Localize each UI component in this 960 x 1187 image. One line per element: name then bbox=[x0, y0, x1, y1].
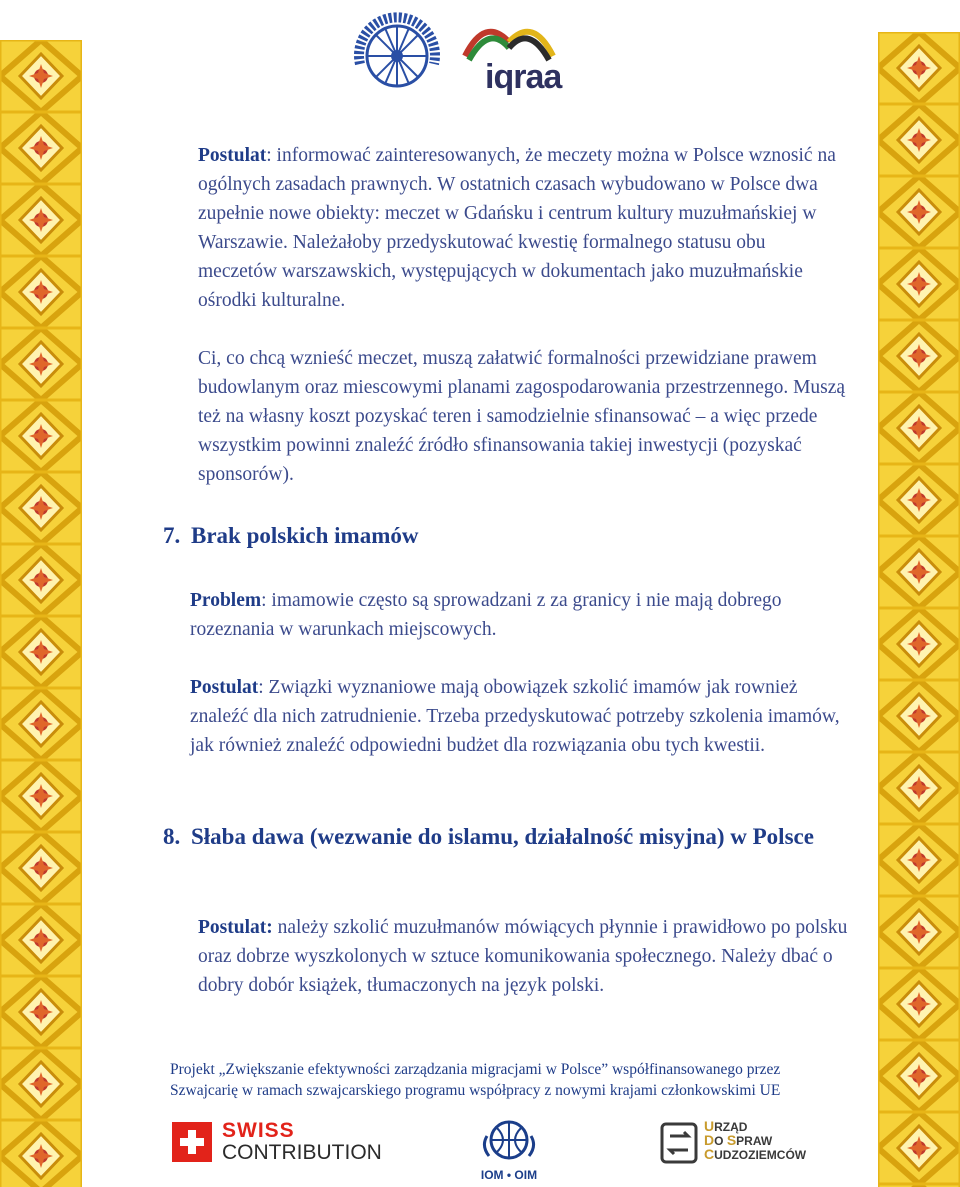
contribution-logo-text: CONTRIBUTION bbox=[222, 1141, 382, 1164]
term-postulat: Postulat bbox=[190, 677, 259, 698]
footer-project-note bbox=[170, 1059, 810, 1101]
iqraa-logo bbox=[455, 6, 563, 106]
paragraph-problem-imamowie bbox=[190, 586, 830, 644]
urzad-wordmark: URZĄD DO SPRAW CUDZOZIEMCÓW bbox=[704, 1118, 807, 1162]
paragraph-postulat-imamowie bbox=[190, 673, 840, 760]
footer-note-line: Szwajcarię w ramach szwajcarskiego programu współpracy z nowymi krajami członkowskimi UE bbox=[170, 1082, 781, 1099]
paragraph-text: Ci, co chcą wznieść meczet, muszą załatwić formalności przewidziane prawem budowlanym oraz miescowymi planami zagospodarowania przestrzennego. Muszą też na własny koszt pozyskać teren i samodzielnie sfinansować – a więc przede wszystkim powinni znaleźć źródło sfinansowania takiej inwestycji (pozyskać sponsorów). bbox=[198, 348, 846, 485]
heading-number: 8. bbox=[163, 824, 181, 849]
urzad-do-spraw-cudzoziemcow-logo bbox=[660, 1120, 830, 1172]
term-postulat: Postulat: bbox=[198, 917, 273, 938]
urzad-emblem-icon bbox=[660, 1122, 698, 1164]
iqraa-wordmark: iqraa bbox=[485, 58, 562, 96]
paragraph-formalnosci bbox=[198, 344, 853, 489]
section-heading-8 bbox=[163, 820, 843, 853]
swiss-contribution-logo bbox=[172, 1121, 382, 1169]
section-heading-7 bbox=[163, 519, 803, 552]
term-problem: Problem bbox=[190, 590, 262, 611]
paragraph-text: należy szkolić muzułmanów mówiących płynnie i prawidłowo po polsku oraz dobrze wyszkolonych w sztuce komunikowania społecznego. Należy dbać o dobry dobór książek, tłumaczonych na język polski. bbox=[198, 917, 848, 996]
decorative-border-left bbox=[0, 40, 82, 1187]
heading-title: Słaba dawa (wezwanie do islamu, działalność misyjna) w Polsce bbox=[191, 824, 814, 849]
paragraph-postulat-dawa bbox=[198, 913, 848, 1000]
decorative-border-right bbox=[878, 32, 960, 1187]
paragraph-text: : informować zainteresowanych, że meczety można w Polsce wznosić na ogólnych zasadach prawnych. W ostatnich czasach wybudowano w Polsce dwa zupełnie nowe obiekty: meczet w Gdańsku i centrum kultury muzułmańskiej w Warszawie. Należałoby przedyskutować kwestię formalnego statusu obu meczetów warszawskich, występujących w dokumentach jako muzułmańskie ośrodki kulturalne. bbox=[198, 145, 836, 311]
footer-note-line: Projekt „Zwiększanie efektywności zarządzania migracjami w Polsce” współfinansowanego przez bbox=[170, 1061, 781, 1078]
paragraph-postulat-meczety bbox=[198, 141, 848, 315]
paragraph-text: : imamowie często są sprowadzani z za granicy i nie mają dobrego rozeznania w warunkach miejscowych. bbox=[190, 590, 782, 640]
swiss-logo-text: SWISS bbox=[222, 1119, 295, 1142]
paragraph-text: : Związki wyznaniowe mają obowiązek szkolić imamów jak rownież znaleźć dla nich zatrudnienie. Trzeba przedyskutować potrzeby szkolenia imamów, jak również znaleźć odpowiedni budżet dla rozwiązania obu tych kwestii. bbox=[190, 677, 840, 756]
swiss-flag-icon bbox=[172, 1122, 212, 1162]
term-postulat: Postulat bbox=[198, 145, 267, 166]
heading-title: Brak polskich imamów bbox=[191, 523, 419, 548]
iom-logo bbox=[473, 1116, 545, 1186]
wspolpraca-logo bbox=[348, 4, 446, 104]
iom-label: IOM • OIM bbox=[480, 1168, 538, 1182]
heading-number: 7. bbox=[163, 523, 181, 548]
